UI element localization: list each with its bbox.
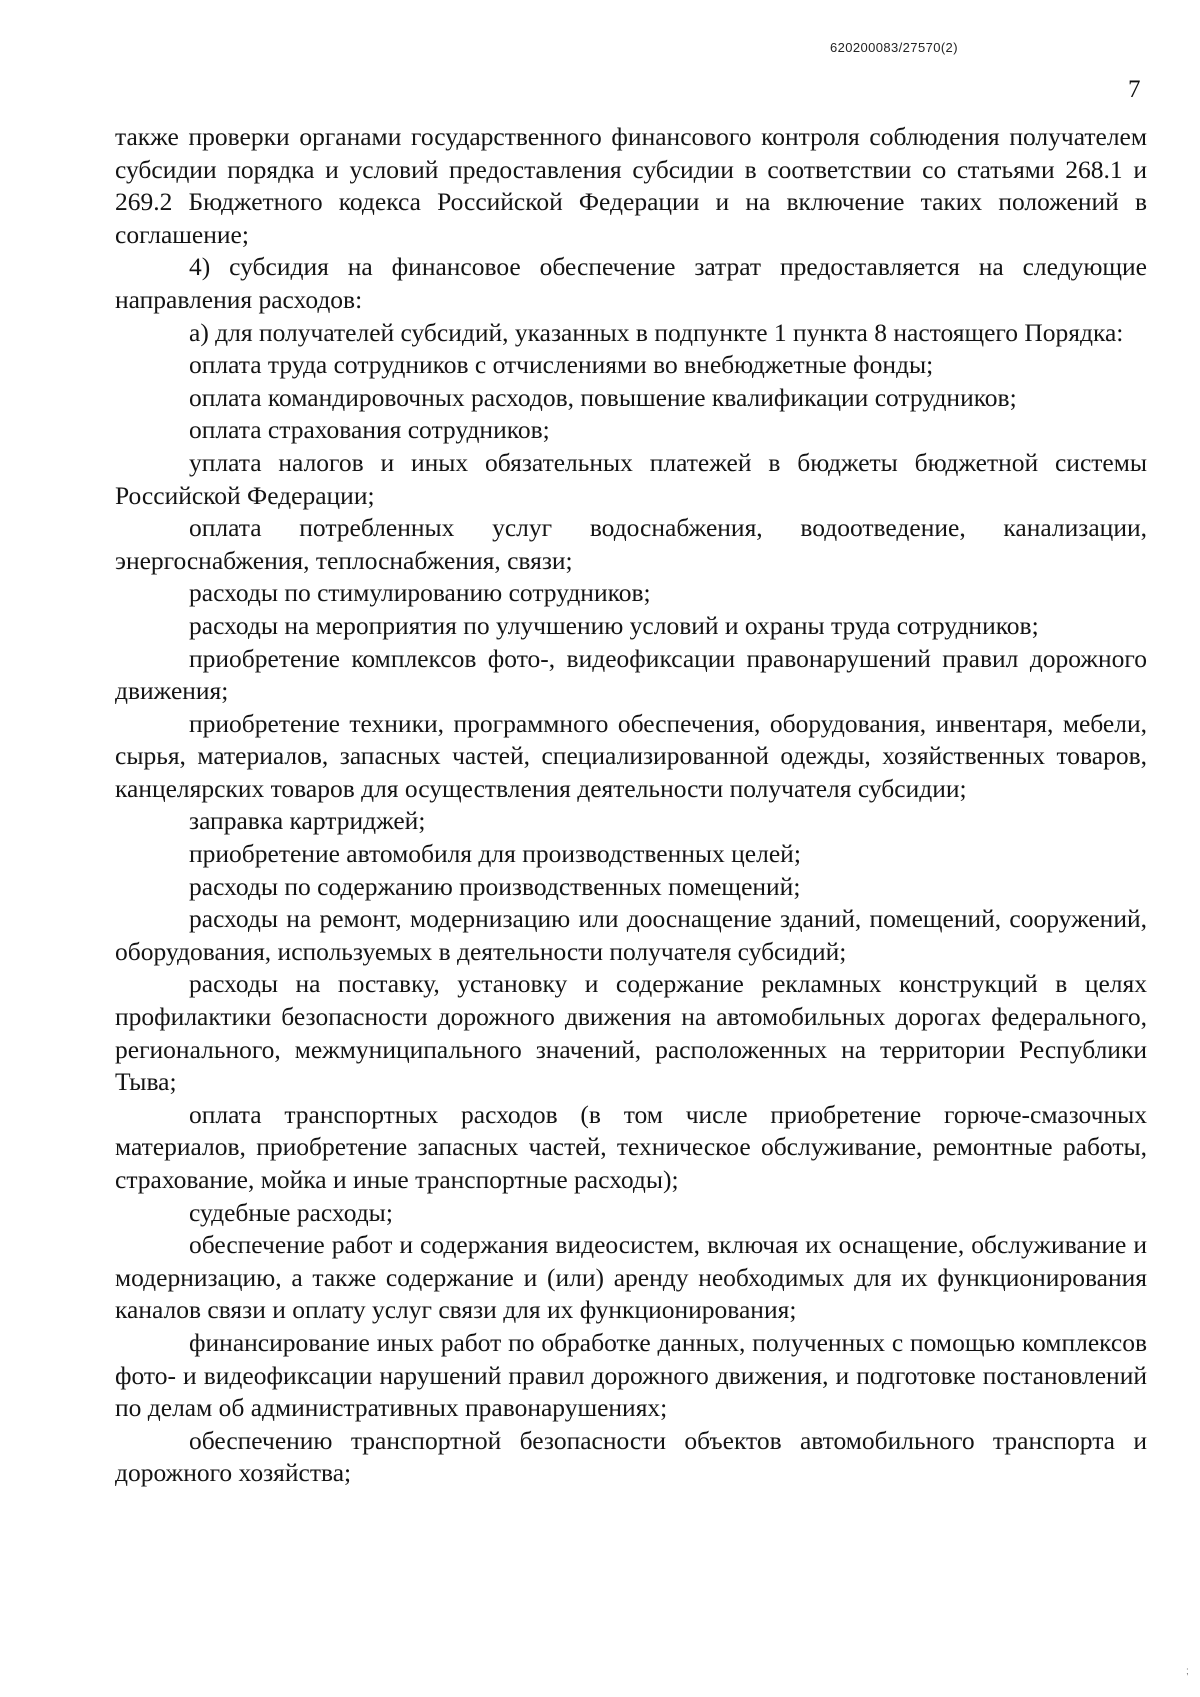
paragraph: расходы на ремонт, модернизацию или дооснащение зданий, помещений, сооружений, оборудования, используемых в деятельности получателя субсидий; [115, 904, 1147, 966]
paragraph: судебные расходы; [189, 1197, 393, 1227]
page-number: 7 [1128, 76, 1141, 103]
paragraph: оплата труда сотрудников с отчислениями во внебюджетные фонды; [189, 350, 934, 380]
paragraph: 4) субсидия на финансовое обеспечение затрат предоставляется на следующие направления расходов: [115, 252, 1147, 314]
paragraph: приобретение комплексов фото-, видеофиксации правонарушений правил дорожного движения; [115, 643, 1147, 706]
paragraph: оплата страхования сотрудников; [189, 415, 550, 445]
document-text [115, 121, 1147, 1490]
paragraph: приобретение техники, программного обеспечения, оборудования, инвентаря, мебели, сырья, материалов, запасных частей, специализированной одежды, хозяйственных товаров, канцелярских товаров для осуществления деятельности получателя субсидии; [115, 708, 1147, 803]
paragraph: заправка картриджей; [189, 806, 426, 836]
paragraph: обеспечению транспортной безопасности объектов автомобильного транспорта и дорожного хозяйства; [115, 1425, 1147, 1488]
paragraph: расходы по содержанию производственных помещений; [189, 871, 801, 901]
paragraph: расходы по стимулированию сотрудников; [189, 578, 651, 608]
paragraph: финансирование иных работ по обработке данных, полученных с помощью комплексов фото- и видеофиксации нарушений правил дорожного движения, и подготовке постановлений по делам об административных правонарушениях; [115, 1327, 1147, 1423]
edge-mark: ; [1186, 1666, 1189, 1677]
paragraph: также проверки органами государственного финансового контроля соблюдения получателем субсидии порядка и условий предоставления субсидии в соответствии со статьями 268.1 и 269.2 Бюджетного кодекса Российской Федерации и на включение таких положений в соглашение; [115, 122, 1147, 249]
paragraph: расходы на поставку, установку и содержание рекламных конструкций в целях профилактики безопасности дорожного движения на автомобильных дорогах федерального, регионального, межмуниципального значений, расположенных на территории Республики Тыва; [115, 969, 1147, 1097]
paragraph: обеспечение работ и содержания видеосистем, включая их оснащение, обслуживание и модернизацию, а также содержание и (или) аренду необходимых для их функционирования каналов связи и оплату услуг связи для их функционирования; [115, 1230, 1147, 1325]
document-id: 620200083/27570(2) [830, 40, 958, 55]
paragraph: приобретение автомобиля для производственных целей; [189, 839, 801, 869]
paragraph: оплата потребленных услуг водоснабжения, водоотведение, канализации, энергоснабжения, теплоснабжения, связи; [115, 513, 1147, 575]
paragraph: уплата налогов и иных обязательных платежей в бюджеты бюджетной системы Российской Федерации; [115, 447, 1147, 510]
paragraph: оплата транспортных расходов (в том числе приобретение горюче-смазочных материалов, приобретение запасных частей, техническое обслуживание, ремонтные работы, страхование, мойка и иные транспортные расходы); [115, 1099, 1147, 1194]
paragraph: а) для получателей субсидий, указанных в подпункте 1 пункта 8 настоящего Порядка: [189, 317, 1124, 347]
paragraph: расходы на мероприятия по улучшению условий и охраны труда сотрудников; [189, 610, 1039, 640]
paragraph: оплата командировочных расходов, повышение квалификации сотрудников; [189, 382, 1017, 412]
